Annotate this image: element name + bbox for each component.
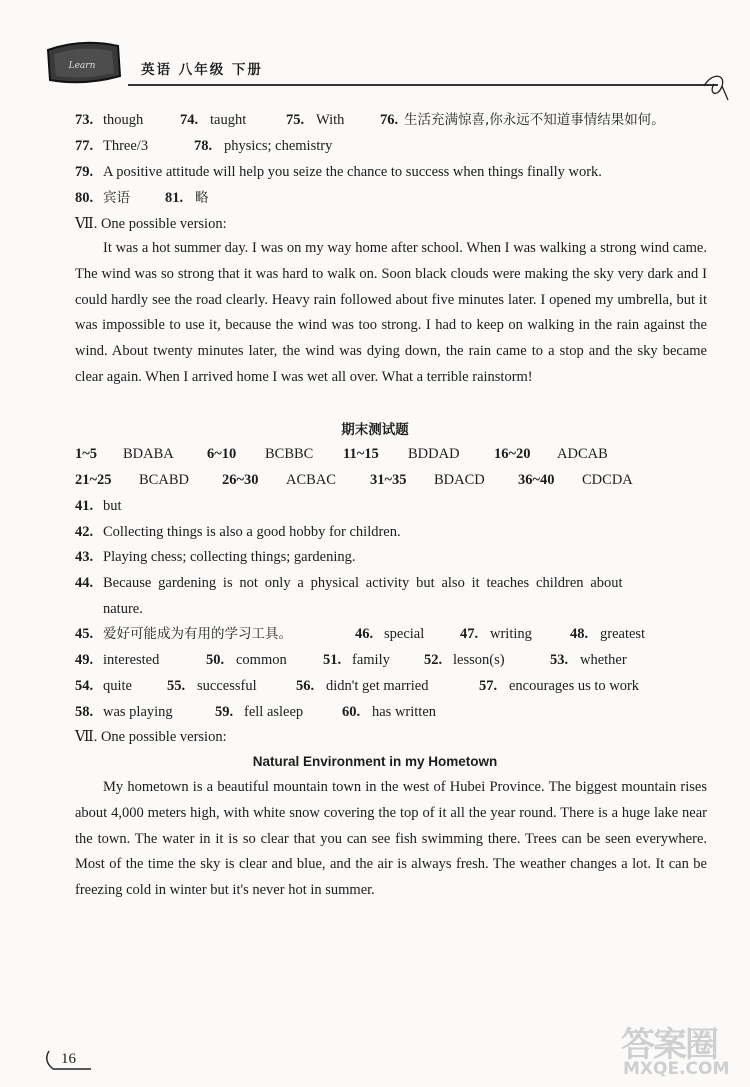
q-number: 48.	[570, 626, 589, 642]
answer: was playing	[103, 704, 173, 720]
watermark-text: 答案圈	[621, 1025, 717, 1065]
answer: quite	[103, 678, 132, 694]
mc-answer: BDACD	[434, 472, 485, 488]
answer: common	[236, 652, 287, 668]
mc-range: 1~5	[75, 446, 98, 462]
answer: family	[352, 652, 390, 668]
mc-range: 11~15	[343, 446, 379, 462]
q-number: 60.	[342, 704, 361, 720]
q-number: 46.	[355, 626, 374, 642]
answer: physics; chemistry	[224, 138, 333, 154]
section-label: Ⅶ. One possible version:	[75, 729, 227, 745]
answer: though	[103, 112, 144, 128]
essay-title: Natural Environment in my Hometown	[252, 754, 498, 769]
subject-title: 英语 八年级 下册	[141, 62, 263, 78]
answer: fell asleep	[244, 704, 304, 720]
q-number: 52.	[424, 652, 443, 668]
answer: A positive attitude will help you seize the chance to success when things finally work.	[103, 164, 602, 180]
mc-answer: CDCDA	[582, 472, 633, 488]
answer: whether	[580, 652, 627, 668]
q-number: 45.	[75, 626, 94, 642]
answer: 爱好可能成为有用的学习工具。	[103, 626, 292, 642]
q-number: 41.	[75, 498, 94, 514]
q-number: 47.	[460, 626, 479, 642]
q-number: 44.	[75, 575, 94, 591]
mc-answer: BCABD	[139, 472, 189, 488]
q-number: 77.	[75, 138, 94, 154]
answer: greatest	[600, 626, 646, 642]
answer: writing	[490, 626, 532, 642]
q-number: 58.	[75, 704, 94, 720]
section-label: Ⅶ. One possible version:	[75, 216, 227, 232]
answer: Collecting things is also a good hobby for children.	[103, 524, 401, 540]
mc-range: 26~30	[222, 472, 259, 488]
answer: taught	[210, 112, 247, 128]
mc-range: 16~20	[494, 446, 531, 462]
q-number: 75.	[286, 112, 305, 128]
q-number: 78.	[194, 138, 213, 154]
page-number-text: 16	[61, 1051, 76, 1067]
essay-paragraph: My hometown is a beautiful mountain town in the west of Hubei Province. The biggest mountain rises about 4,000 meters high, with white snow covering the top of it all the year round. There is a huge lake near the town. The water in it is so clear that you can see fish swimming there. Trees can be seen everywhere. Most of the time the sky is clear and blue, and the air is always fresh. The weather changes a lot. It can be freezing cold in winter but it's never hot in summer.	[75, 779, 707, 899]
mc-range: 36~40	[518, 472, 555, 488]
q-number: 49.	[75, 652, 94, 668]
q-number: 76.	[380, 112, 399, 128]
mc-answer: ADCAB	[557, 446, 608, 462]
q-number: 50.	[206, 652, 225, 668]
mc-answer: BCBBC	[265, 446, 314, 462]
watermark	[615, 1017, 747, 1081]
answer: special	[384, 626, 425, 642]
mc-answer: ACBAC	[286, 472, 336, 488]
q-number: 79.	[75, 164, 94, 180]
logo-text: Learn	[68, 61, 96, 71]
page-header	[0, 0, 750, 100]
answer: has written	[372, 704, 437, 720]
q-number: 57.	[479, 678, 498, 694]
answer: didn't get married	[326, 678, 429, 694]
section-title: 期末测试题	[341, 422, 409, 438]
q-number: 74.	[180, 112, 199, 128]
q-number: 59.	[215, 704, 234, 720]
q-number: 81.	[165, 190, 184, 206]
answer: but	[103, 498, 122, 514]
q-number: 80.	[75, 190, 94, 206]
answer: successful	[197, 678, 257, 694]
q-number: 56.	[296, 678, 315, 694]
q-number: 43.	[75, 549, 94, 565]
answer: interested	[103, 652, 160, 668]
answer: Because gardening is not only a physical activity but also it teaches children about	[103, 575, 623, 591]
watermark-url: MXQE.COM	[623, 1059, 730, 1079]
answer: 宾语	[103, 190, 130, 206]
chalkboard-logo	[42, 36, 124, 88]
answer: lesson(s)	[453, 652, 505, 668]
q-number: 55.	[167, 678, 186, 694]
essay-paragraph: It was a hot summer day. I was on my way home after school. When I was walking a strong wind came. The wind was so strong that it was hard to walk on. Soon black clouds were making the sky very dark and I could hardly see the road clearly. Heavy rain followed about five minutes later. I opened my umbrella, but it was impossible to use it, because the wind was too strong. I had to keep on walking in the rain against the wind. About twenty minutes later, the wind was dying down, the rain came to a stop and the sky became clear again. When I arrived home I was wet all over. What a terrible rainstorm!	[75, 240, 707, 385]
mc-answer: BDABA	[123, 446, 174, 462]
answer: Playing chess; collecting things; gardening.	[103, 549, 356, 565]
mc-range: 31~35	[370, 472, 407, 488]
flourish-icon	[700, 70, 730, 102]
mc-range: 21~25	[75, 472, 112, 488]
q-number: 54.	[75, 678, 94, 694]
answer: With	[316, 112, 345, 128]
answer: Three/3	[103, 138, 149, 154]
mc-range: 6~10	[207, 446, 237, 462]
q-number: 42.	[75, 524, 94, 540]
page-number	[43, 1047, 95, 1073]
answer: 略	[195, 190, 209, 206]
mc-answer: BDDAD	[408, 446, 460, 462]
answer: encourages us to work	[509, 678, 640, 694]
q-number: 51.	[323, 652, 342, 668]
answer: nature.	[103, 601, 143, 617]
answer: 生活充满惊喜,你永远不知道事情结果如何。	[404, 112, 665, 128]
q-number: 53.	[550, 652, 569, 668]
q-number: 73.	[75, 112, 94, 128]
header-rule	[128, 84, 718, 86]
